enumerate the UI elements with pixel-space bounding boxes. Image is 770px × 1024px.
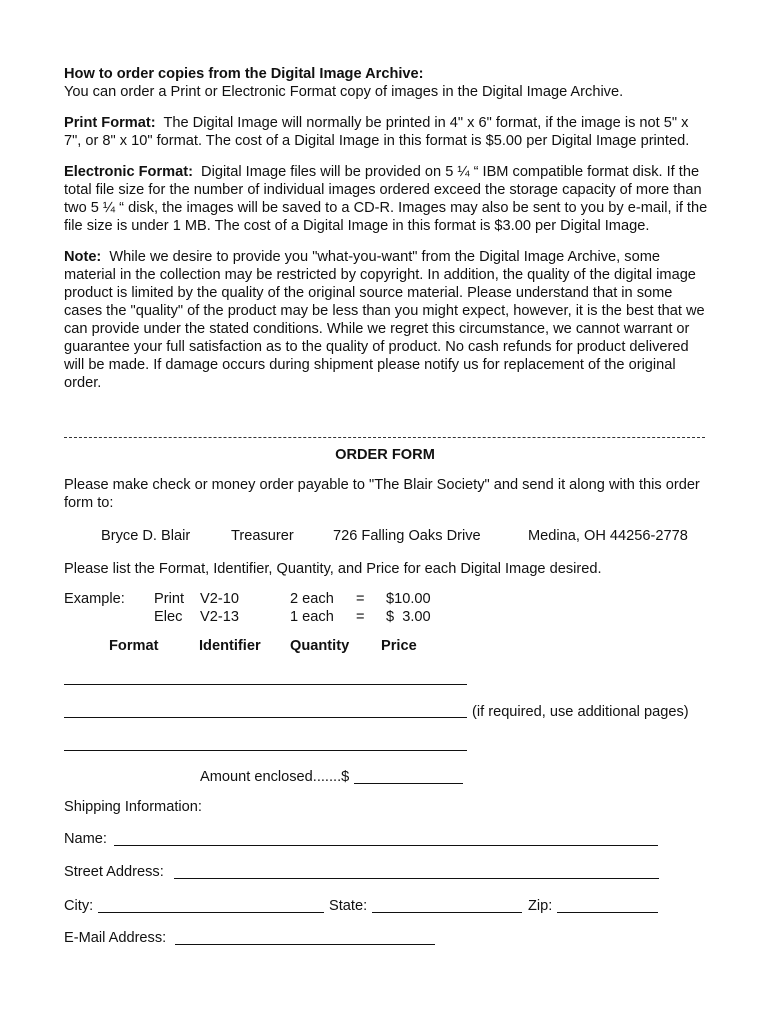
order-instructions: Please make check or money order payable to "The Blair Society" and send it along with this order form to: bbox=[64, 477, 700, 511]
amount-enclosed-field[interactable] bbox=[354, 783, 463, 784]
example-row-1-quantity: 2 each bbox=[290, 591, 334, 607]
example-row-2-price: $ 3.00 bbox=[386, 609, 431, 625]
intro-text: You can order a Print or Electronic Format copy of images in the Digital Image Archive. bbox=[64, 84, 624, 100]
column-price: Price bbox=[381, 638, 417, 654]
example-row-2-identifier: V2-13 bbox=[200, 609, 239, 625]
address-street: 726 Falling Oaks Drive bbox=[333, 528, 481, 544]
order-line-1[interactable] bbox=[64, 684, 467, 685]
address-city: Medina, OH 44256-2778 bbox=[528, 528, 688, 544]
note-label: Note: bbox=[64, 249, 102, 265]
street-field[interactable] bbox=[174, 878, 659, 879]
column-quantity: Quantity bbox=[290, 638, 350, 654]
zip-label: Zip: bbox=[528, 898, 553, 914]
column-identifier: Identifier bbox=[199, 638, 261, 654]
example-row-2-quantity: 1 each bbox=[290, 609, 334, 625]
city-field[interactable] bbox=[98, 912, 324, 913]
electronic-format-label: Electronic Format: bbox=[64, 164, 193, 180]
example-row-1-equals: = bbox=[356, 591, 365, 607]
shipping-title: Shipping Information: bbox=[64, 799, 202, 815]
example-label: Example: bbox=[64, 591, 125, 607]
instructions-section bbox=[64, 65, 709, 392]
print-format-text: The Digital Image will normally be printed in 4" x 6" format, if the image is not 5" x 7", or 8" x 10" format. The cost of a Digital Image in this format is $5.00 per Digital Image printed. bbox=[64, 115, 690, 149]
example-row-2-format: Elec bbox=[154, 609, 183, 625]
print-format-label: Print Format: bbox=[64, 115, 156, 131]
example-row-1-identifier: V2-10 bbox=[200, 591, 239, 607]
order-form-title: ORDER FORM bbox=[335, 447, 435, 463]
example-row-2-equals: = bbox=[356, 609, 365, 625]
list-instruction: Please list the Format, Identifier, Quantity, and Price for each Digital Image desired. bbox=[64, 561, 602, 577]
note-paragraph bbox=[64, 248, 709, 392]
address-name: Bryce D. Blair bbox=[101, 528, 191, 544]
name-label: Name: bbox=[64, 831, 107, 847]
state-field[interactable] bbox=[372, 912, 522, 913]
column-format: Format bbox=[109, 638, 159, 654]
intro-paragraph bbox=[64, 65, 709, 101]
city-label: City: bbox=[64, 898, 94, 914]
amount-enclosed-label: Amount enclosed.......$ bbox=[200, 769, 350, 785]
order-line-2[interactable] bbox=[64, 717, 467, 718]
electronic-format-text: Digital Image files will be provided on 5 ¼ “ IBM compatible format disk. If the total file size for the number of individual images ordered exceed the storage capacity of more than two 5 ¼ “ disk, the images will be saved to a CD-R. Images may also be sent to you by e-mail, if the file size is under 1 MB. The cost of a Digital Image in this format is $3.00 per Digital Image. bbox=[64, 164, 708, 234]
dashed-divider bbox=[64, 437, 705, 438]
email-field[interactable] bbox=[175, 944, 435, 945]
example-row-1-format: Print bbox=[154, 591, 185, 607]
zip-field[interactable] bbox=[557, 912, 658, 913]
street-label: Street Address: bbox=[64, 864, 164, 880]
print-format-paragraph bbox=[64, 114, 709, 150]
example-row-1-price: $10.00 bbox=[386, 591, 431, 607]
additional-pages-note: (if required, use additional pages) bbox=[472, 704, 689, 720]
electronic-format-paragraph bbox=[64, 163, 709, 235]
note-text: While we desire to provide you "what-you-want" from the Digital Image Archive, some material in the collection may be restricted by copyright. In addition, the quality of the digital image product is limited by the quality of the original source material. Please understand that in some cases the "quality" of the product may be less than you might expect, however, it is the best that we can provide under the stated conditions. While we regret this circumstance, we cannot warrant or guarantee your full satisfaction as to the quality of product. No cash refunds for product delivered will be made. If damage occurs during shipment please notify us for replacement of the original order. bbox=[64, 249, 705, 391]
order-line-3[interactable] bbox=[64, 750, 467, 751]
email-label: E-Mail Address: bbox=[64, 930, 167, 946]
name-field[interactable] bbox=[114, 845, 658, 846]
intro-heading: How to order copies from the Digital Image Archive: bbox=[64, 66, 424, 82]
address-role: Treasurer bbox=[231, 528, 294, 544]
state-label: State: bbox=[329, 898, 368, 914]
